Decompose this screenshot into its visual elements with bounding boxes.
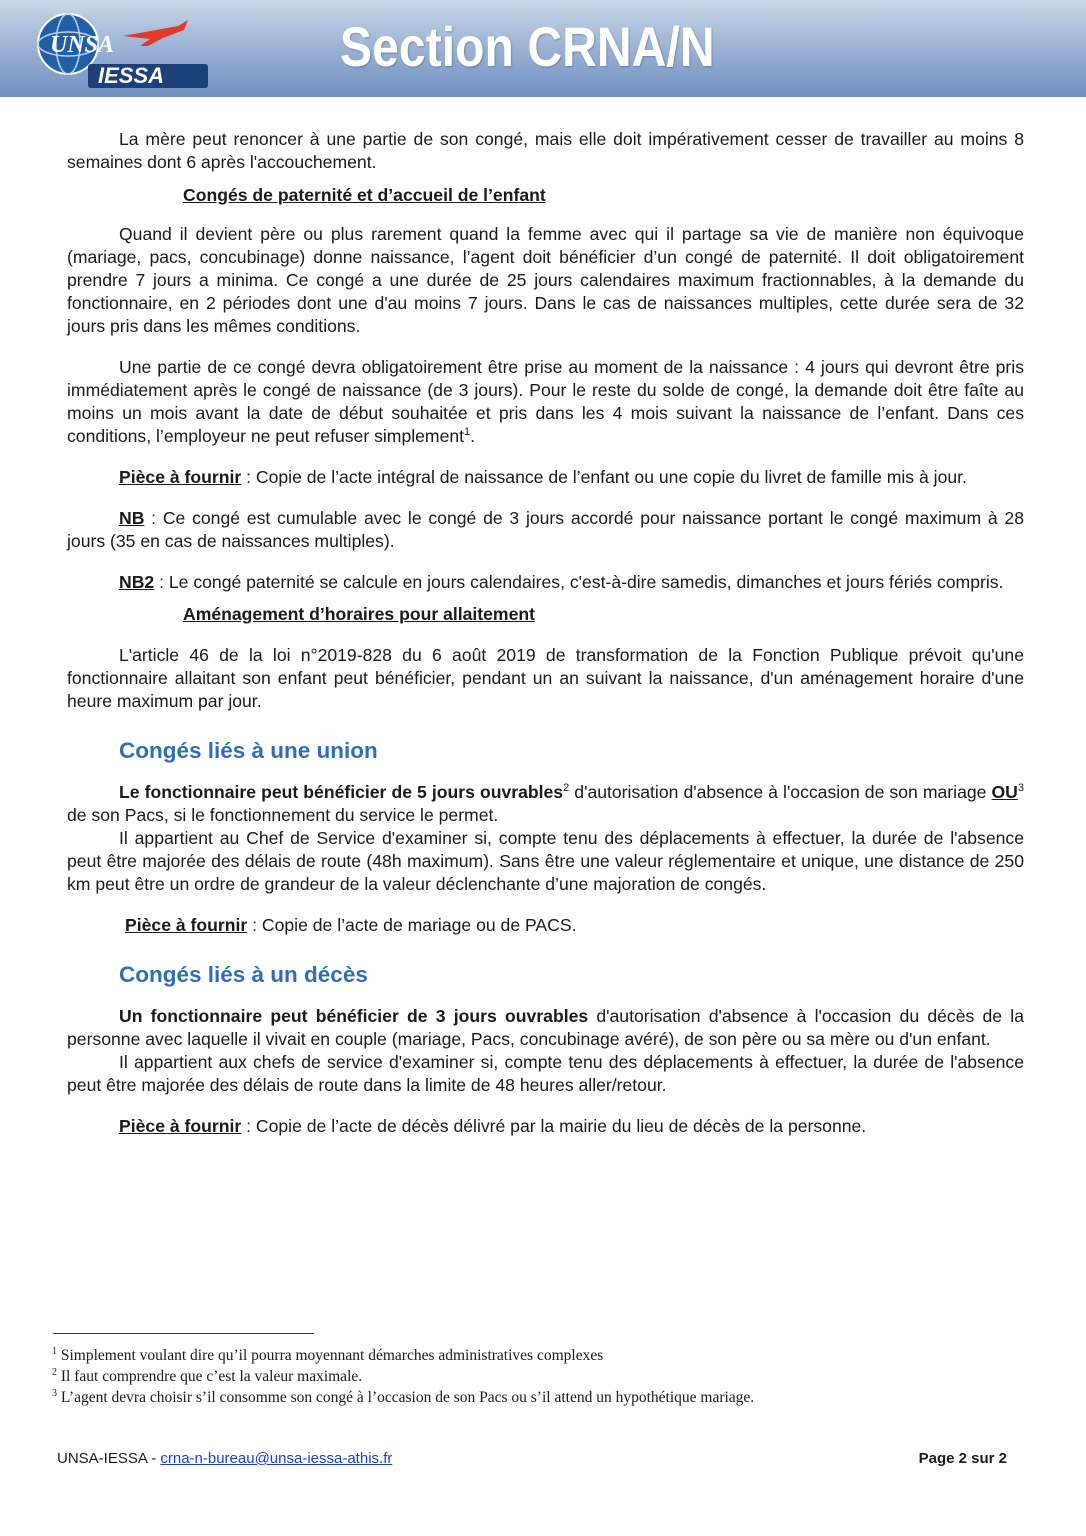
footnote-3 xyxy=(52,1387,754,1408)
paragraph-partie-conge xyxy=(67,356,1024,448)
footer-email-link[interactable]: crna-n-bureau@unsa-iessa-athis.fr xyxy=(160,1450,393,1467)
footnote-text: Il faut comprendre que c’est la valeur maximale. xyxy=(57,1368,363,1385)
footnote-2 xyxy=(52,1366,754,1387)
paragraph-union xyxy=(67,781,1024,827)
deces-text: d'autorisation d'absence à l'occasion du décès de la personne avec laquelle il vivait en couple (mariage, Pacs, concubinage avéré), de son père ou sa mère ou d'un enfant. xyxy=(67,1006,1024,1049)
piece-label: Pièce à fournir xyxy=(125,915,248,935)
paragraph-deces xyxy=(67,1005,1024,1051)
subheading-allaitement: Aménagement d’horaires pour allaitement xyxy=(183,604,535,624)
footnote-number: 1 xyxy=(52,1345,57,1357)
union-text1: d'autorisation d'absence à l'occasion de son mariage xyxy=(569,782,992,802)
page-number: Page 2 sur 2 xyxy=(918,1450,1007,1467)
footer-org: UNSA-IESSA - xyxy=(57,1450,161,1467)
page-title: Section CRNA/N xyxy=(340,15,715,78)
footnote-number: 3 xyxy=(52,1387,57,1399)
paragraph-conge-mere: La mère peut renoncer à une partie de son congé, mais elle doit impérativement cesser de travailler au moins 8 semaines dont 6 après l'accouchement. xyxy=(67,129,1024,172)
paragraph-partie-conge-text: Une partie de ce congé devra obligatoirement être prise au moment de la naissance : 4 jours qui devront être pris immédiatement après le congé de naissance (de 3 jours). Pour le reste du solde de congé, la demande doit être faîte au moins un mois avant la date de début souhaitée et pris dans les 4 mois suivant la naissance de l’enfant. Dans ces conditions, l’employeur ne peut refuser simplement xyxy=(67,357,1024,446)
footnote-ref-2: 2 xyxy=(563,782,570,795)
union-bold: Le fonctionnaire peut bénéficier de 5 jours ouvrables xyxy=(119,782,564,802)
paragraph-chef-service: Il appartient au Chef de Service d'examiner si, compte tenu des déplacements à effectuer, la durée de l'absence peut être majorée des délais de route (48h maximum). Sans être une valeur réglementaire et unique, une distance de 250 km peut être un ordre de grandeur de la valeur déclenchante d’une majoration de congés. xyxy=(67,828,1024,894)
piece-deces-text: : Copie de l’acte de décès délivré par la mairie du lieu de décès de la personne. xyxy=(241,1116,867,1136)
piece-mariage-text: : Copie de l’acte de mariage ou de PACS. xyxy=(247,915,577,935)
union-ou: OU xyxy=(991,782,1018,802)
paragraph-paternite: Quand il devient père ou plus rarement quand la femme avec qui il partage sa vie de manière non équivoque (mariage, pacs, concubinage) donne naissance, l’agent doit bénéficier d’un congé de paternité. Il doit obligatoirement prendre 7 jours a minima. Ce congé a une durée de 25 jours calendaires maximum fractionnables, à la demande du fonctionnaire, en 2 périodes dont une d'au moins 7 jours. Dans le cas de naissances multiples, cette durée sera de 32 jours pris dans les mêmes conditions. xyxy=(67,224,1024,336)
unsa-iessa-logo xyxy=(28,6,213,92)
nb-text: : Ce congé est cumulable avec le congé de 3 jours accordé pour naissance portant le congé maximum à 28 jours (35 en cas de naissances multiples). xyxy=(67,508,1024,551)
footer-contact xyxy=(57,1450,392,1467)
footnotes xyxy=(52,1345,754,1408)
nb2-text: : Le congé paternité se calcule en jours calendaires, c'est-à-dire samedis, dimanches et jours fériés compris. xyxy=(154,572,1004,592)
heading-deces: Congés liés à un décès xyxy=(119,962,368,987)
paragraph-piece-deces xyxy=(67,1115,1024,1138)
footnote-ref-1: 1 xyxy=(464,426,471,439)
page-header xyxy=(0,0,1086,97)
footnote-text: Simplement voulant dire qu’il pourra moyennant démarches administratives complexes xyxy=(57,1347,604,1364)
piece-naissance-text: : Copie de l’acte intégral de naissance de l’enfant ou une copie du livret de famille mis à jour. xyxy=(241,467,967,487)
paragraph-nb xyxy=(67,507,1024,553)
nb-label: NB xyxy=(119,508,145,528)
footnote-number: 2 xyxy=(52,1366,57,1378)
footnote-1 xyxy=(52,1345,754,1366)
subheading-paternite: Congés de paternité et d’accueil de l’enfant xyxy=(183,185,546,205)
paragraph-nb2 xyxy=(67,571,1024,594)
union-text2: de son Pacs, si le fonctionnement du service le permet. xyxy=(67,805,499,825)
document-body xyxy=(67,128,1024,1138)
paragraph-piece-naissance xyxy=(67,466,1024,489)
footnote-separator xyxy=(53,1333,314,1334)
logo-unsa-text: UNSA xyxy=(50,32,115,58)
footnote-ref-3: 3 xyxy=(1017,782,1025,795)
heading-union: Congés liés à une union xyxy=(119,738,378,763)
paragraph-chefs-service: Il appartient aux chefs de service d'examiner si, compte tenu des déplacements à effectuer, la durée de l'absence peut être majorée des délais de route dans la limite de 48 heures aller/retour. xyxy=(67,1052,1024,1095)
nb2-label: NB2 xyxy=(119,572,155,592)
piece-label: Pièce à fournir xyxy=(119,467,242,487)
paragraph-end: . xyxy=(470,426,476,446)
logo-iessa-text: IESSA xyxy=(98,63,165,88)
paragraph-allaitement: L'article 46 de la loi n°2019-828 du 6 août 2019 de transformation de la Fonction Publique prévoit qu'une fonctionnaire allaitant son enfant peut bénéficier, pendant un an suivant la naissance, d'un aménagement horaire d'une heure maximum par jour. xyxy=(67,645,1024,711)
piece-label: Pièce à fournir xyxy=(119,1116,242,1136)
paragraph-piece-mariage xyxy=(67,914,1024,937)
footnote-text: L’agent devra choisir s’il consomme son congé à l’occasion de son Pacs ou s’il attend un hypothétique mariage. xyxy=(57,1389,755,1406)
deces-bold: Un fonctionnaire peut bénéficier de 3 jours ouvrables xyxy=(119,1006,589,1026)
